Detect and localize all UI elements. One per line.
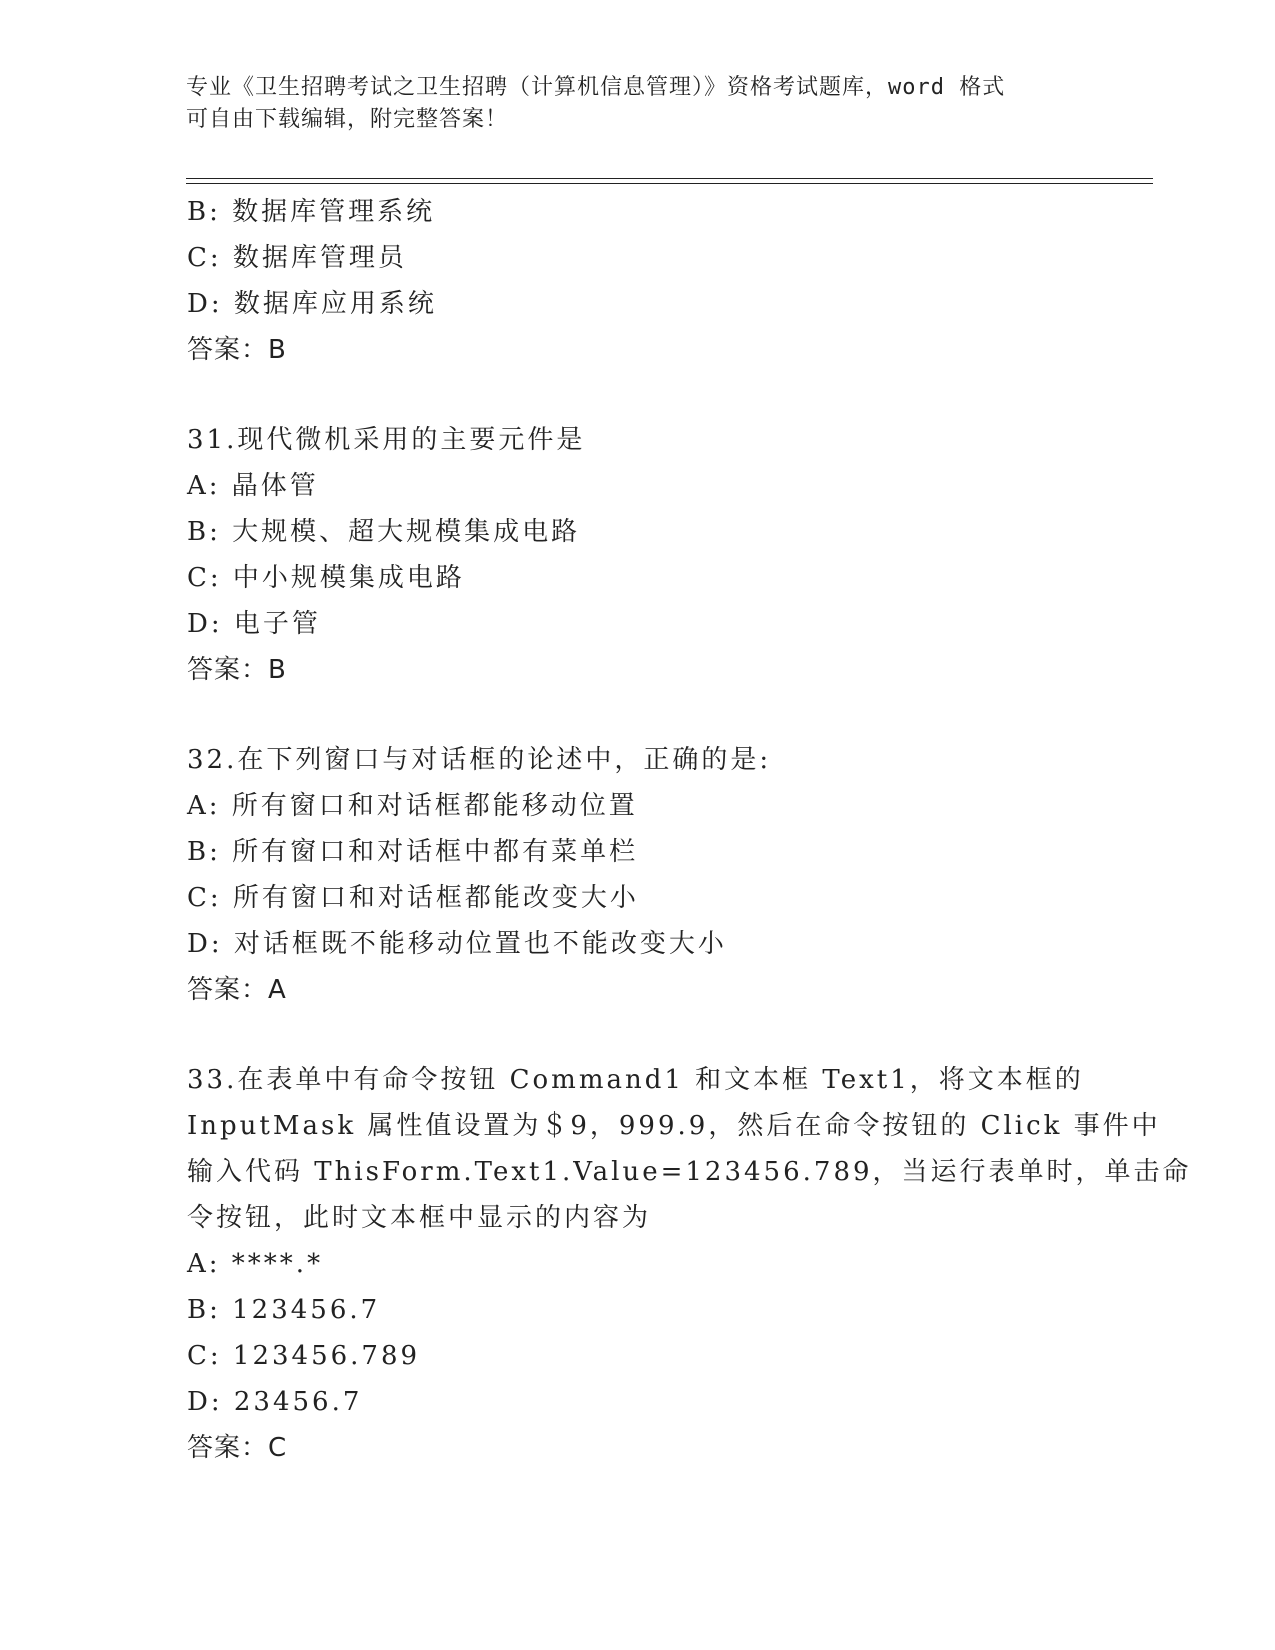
question-stem: 32.在下列窗口与对话框的论述中，正确的是:	[187, 745, 772, 775]
option: D: 数据库应用系统	[187, 289, 437, 319]
answer: 答案：B	[187, 335, 287, 365]
header-divider-top	[186, 178, 1153, 179]
option: D: 对话框既不能移动位置也不能改变大小	[187, 929, 727, 959]
option: C: 数据库管理员	[187, 243, 407, 273]
option: A: ****.*	[187, 1249, 324, 1279]
option: D: 23456.7	[187, 1387, 363, 1417]
question-stem: 33.在表单中有命令按钮 Command1 和文本框 Text1，将文本框的	[187, 1065, 1084, 1095]
option: C: 123456.789	[187, 1341, 421, 1371]
question-31	[187, 417, 1107, 693]
question-stem: InputMask 属性值设置为＄9，999.9，然后在命令按钮的 Click 事件中	[187, 1111, 1161, 1141]
option: A: 所有窗口和对话框都能移动位置	[187, 791, 638, 821]
question-stem: 31.现代微机采用的主要元件是	[187, 425, 586, 455]
question-stem: 输入代码 ThisForm.Text1.Value=123456.789，当运行表单时，单击命	[187, 1157, 1192, 1187]
question-32	[187, 737, 1107, 1013]
option: B: 123456.7	[187, 1295, 381, 1325]
header-line-2: 可自由下载编辑，附完整答案！	[186, 107, 509, 132]
option: B: 大规模、超大规模集成电路	[187, 517, 581, 547]
question-stem: 令按钮，此时文本框中显示的内容为	[187, 1203, 652, 1233]
document-header	[186, 72, 1086, 136]
header-line-1: 专业《卫生招聘考试之卫生招聘（计算机信息管理）》资格考试题库，word 格式	[186, 75, 1006, 100]
answer: 答案：C	[187, 1433, 288, 1463]
option: C: 所有窗口和对话框都能改变大小	[187, 883, 639, 913]
question-list	[187, 189, 1192, 1471]
option: B: 数据库管理系统	[187, 197, 436, 227]
answer: 答案：A	[187, 975, 287, 1005]
option: C: 中小规模集成电路	[187, 563, 465, 593]
option: B: 所有窗口和对话框中都有菜单栏	[187, 837, 639, 867]
answer: 答案：B	[187, 655, 287, 685]
question-33	[187, 1057, 1192, 1471]
option: A: 晶体管	[187, 471, 319, 501]
header-divider-bottom	[186, 183, 1153, 184]
question-continued	[187, 189, 1107, 373]
option: D: 电子管	[187, 609, 321, 639]
